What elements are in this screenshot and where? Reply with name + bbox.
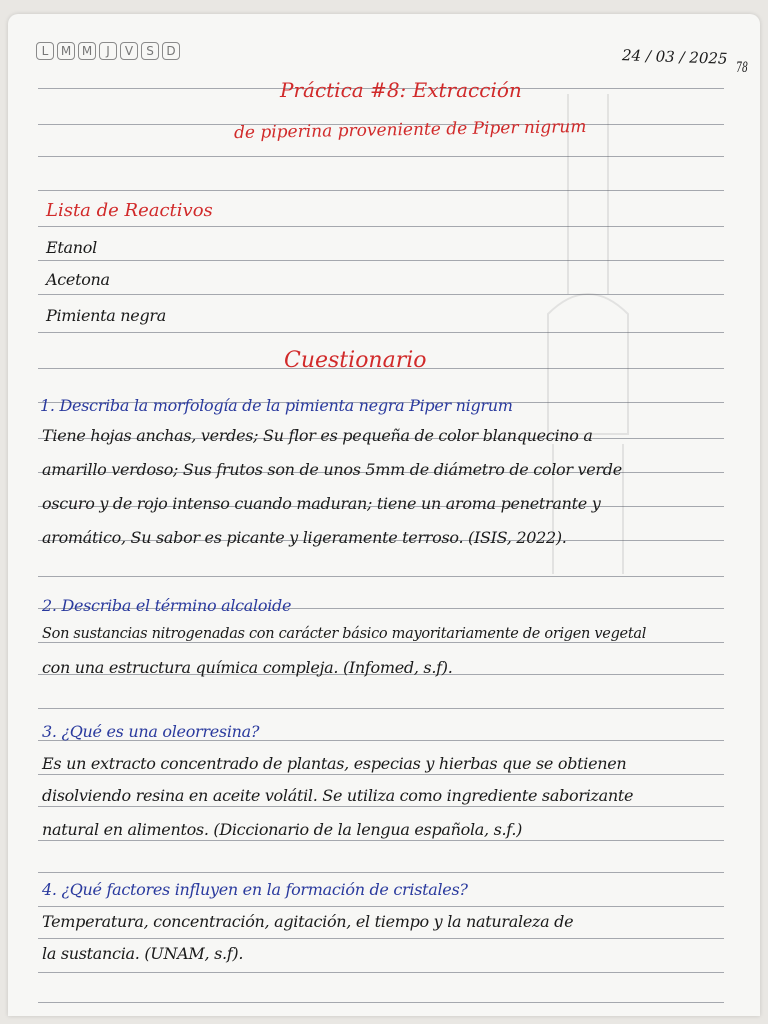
weekday-box: M (78, 42, 96, 60)
reagent-item: Etanol (46, 238, 97, 257)
page-subtitle: de piperina proveniente de Piper nigrum (233, 116, 587, 144)
answer-3-line: disolviendo resina en aceite volátil. Se utiliza como ingrediente saborizante (42, 786, 634, 805)
question-3: 3. ¿Qué es una oleorresina? (42, 722, 260, 741)
date: 24 / 03 / 2025 (621, 46, 728, 68)
answer-3-line: Es un extracto concentrado de plantas, especias y hierbas que se obtienen (42, 754, 627, 773)
question-4: 4. ¿Qué factores influyen en la formación de cristales? (42, 880, 468, 899)
reagent-item: Pimienta negra (46, 306, 167, 325)
weekday-box: L (36, 42, 54, 60)
weekday-boxes (36, 42, 180, 60)
answer-1-line: oscuro y de rojo intenso cuando maduran; tiene un aroma penetrante y (42, 494, 601, 513)
notebook-page (8, 14, 760, 1016)
weekday-box: D (162, 42, 180, 60)
answer-1-line: amarillo verdoso; Sus frutos son de unos 5mm de diámetro de color verde (42, 460, 622, 479)
show-through-sketch (8, 14, 760, 1016)
answer-1-line: Tiene hojas anchas, verdes; Su flor es pequeña de color blanquecino a (42, 426, 593, 445)
question-1: 1. Describa la morfología de la pimienta negra Piper nigrum (40, 396, 513, 415)
weekday-box: M (57, 42, 75, 60)
reagents-heading: Lista de Reactivos (46, 200, 213, 221)
answer-1-line: aromático, Su sabor es picante y ligeramente terroso. (ISIS, 2022). (42, 528, 567, 547)
answer-4-line: Temperatura, concentración, agitación, el tiempo y la naturaleza de (42, 912, 574, 931)
weekday-box: S (141, 42, 159, 60)
grade-mark: 78 (736, 60, 748, 76)
questionnaire-heading: Cuestionario (284, 348, 427, 373)
answer-3-line: natural en alimentos. (Diccionario de la lengua española, s.f.) (42, 820, 523, 839)
weekday-box: J (99, 42, 117, 60)
answer-2-line: con una estructura química compleja. (Infomed, s.f). (42, 658, 453, 677)
answer-4-line: la sustancia. (UNAM, s.f). (42, 944, 244, 963)
page-title: Práctica #8: Extracción (280, 78, 522, 102)
question-2: 2. Describa el término alcaloide (42, 596, 292, 615)
weekday-box: V (120, 42, 138, 60)
answer-2-line: Son sustancias nitrogenadas con carácter básico mayoritariamente de origen vegetal (42, 626, 647, 642)
reagent-item: Acetona (46, 270, 110, 289)
